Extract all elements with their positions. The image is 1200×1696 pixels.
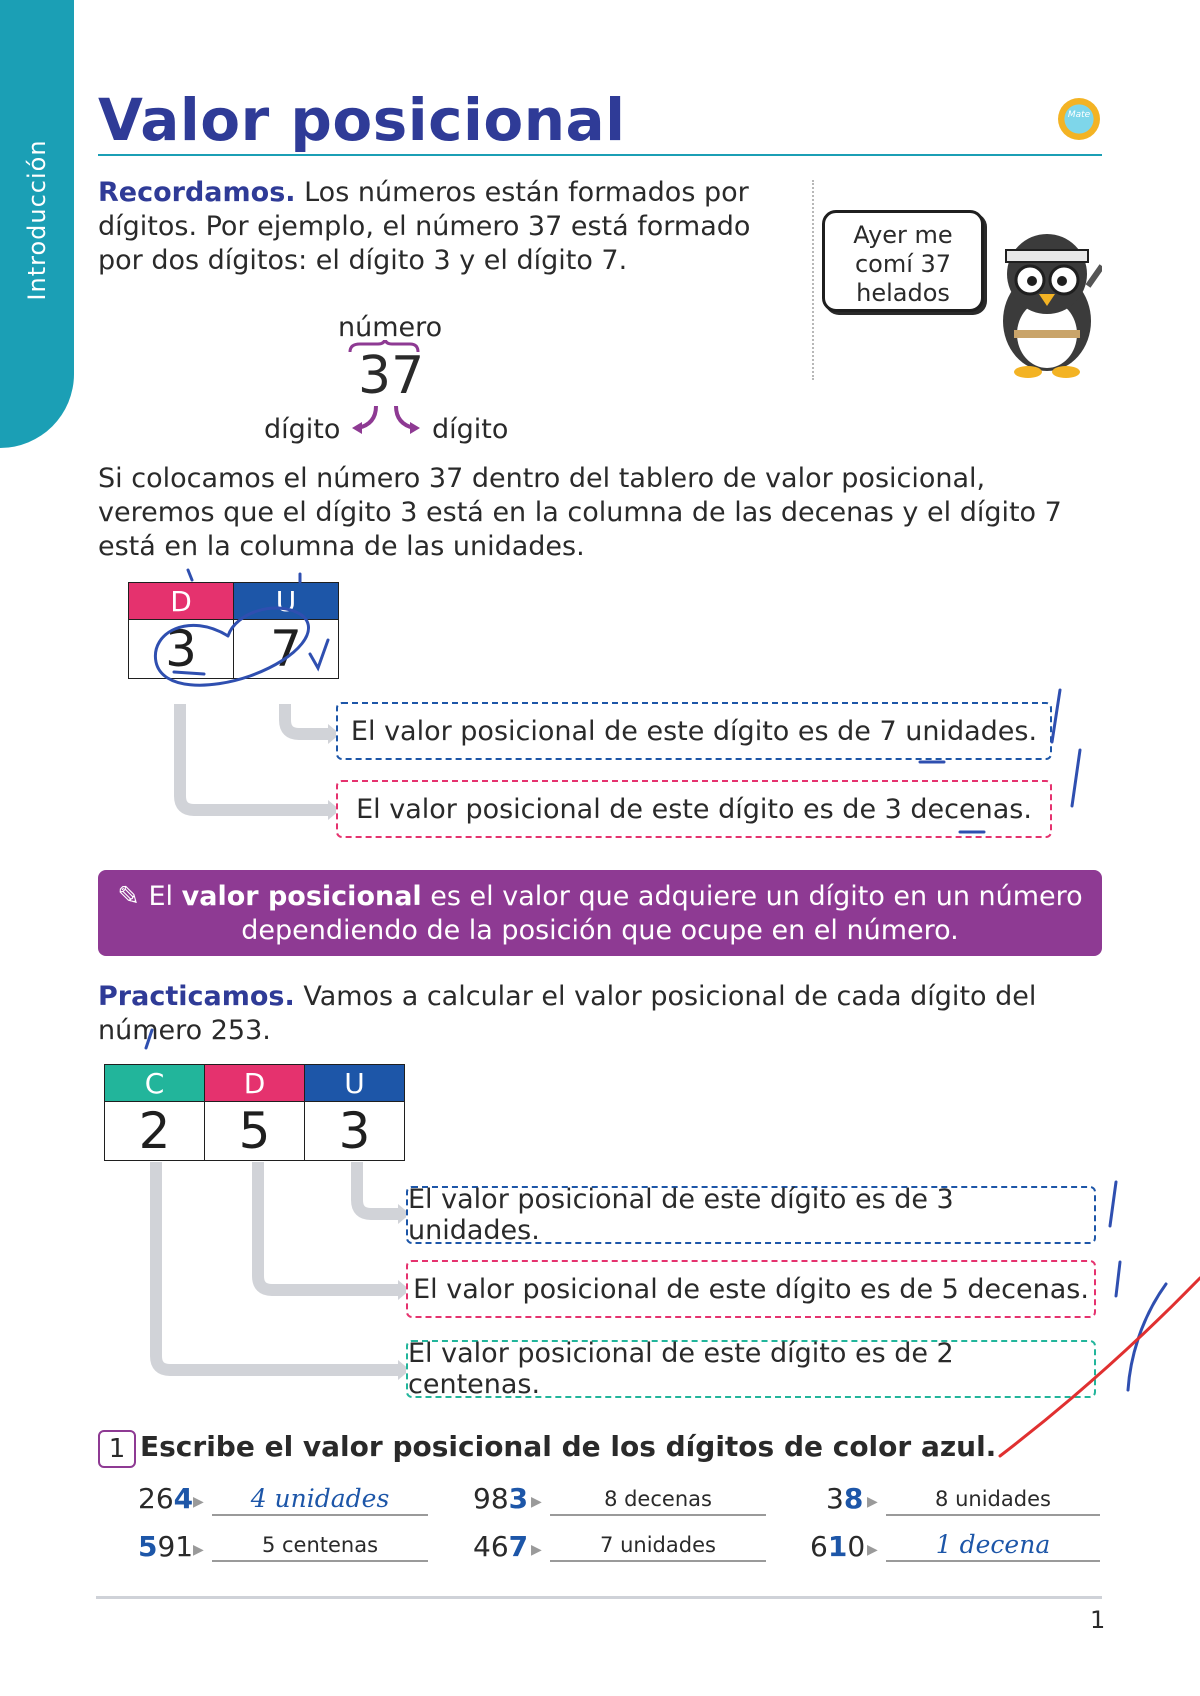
definition-keyword: valor posicional xyxy=(181,881,422,912)
table-1-value-u: 7 xyxy=(234,620,339,679)
diagram-number-word: número xyxy=(338,312,443,343)
practice-text: Vamos a calcular el valor posicional de cada dígito del número 253. xyxy=(98,981,1037,1046)
statement-hundreds-2: El valor posicional de este dígito es de 2 centenas. xyxy=(406,1340,1096,1398)
table-2-value-c: 2 xyxy=(105,1102,205,1161)
lightbulb-icon: ✎ xyxy=(117,881,140,912)
exercise-answer-field[interactable]: 5 centenas xyxy=(212,1530,428,1562)
exercise-number-badge: 1 xyxy=(98,1430,136,1468)
table-2-header-c: C xyxy=(105,1065,205,1102)
exercise-title: Escribe el valor posicional de los dígitos de color azul. xyxy=(140,1430,997,1463)
triangle-right-icon: ▶ xyxy=(867,1494,878,1510)
intro-text: Los números están formados por dígitos. Por ejemplo, el número 37 está formado por dos dígitos: el dígito 3 y el dígito 7. xyxy=(98,177,751,276)
definition-prefix: El xyxy=(139,881,182,912)
exercise-item-number: 610 xyxy=(810,1530,866,1563)
definition-banner xyxy=(98,870,1102,956)
statement-tens-5: El valor posicional de este dígito es de 5 decenas. xyxy=(406,1260,1096,1318)
table-2-header-d: D xyxy=(205,1065,305,1102)
table-2-value-d: 5 xyxy=(205,1102,305,1161)
statement-units-7: El valor posicional de este dígito es de 7 unidades. xyxy=(336,702,1052,760)
intro-keyword: Recordamos. xyxy=(98,177,296,208)
practice-paragraph xyxy=(98,980,1108,1048)
explain-paragraph: Si colocamos el número 37 dentro del tablero de valor posicional, veremos que el dígito 3 está en la columna de las decenas y el dígito 7 está en la columna de las unidades. xyxy=(98,463,1062,562)
brand-logo-text: Mate xyxy=(1067,110,1091,120)
exercise-answer-field[interactable]: 1 decena xyxy=(886,1530,1100,1562)
page-title: Valor posicional xyxy=(98,86,626,154)
exercise-item-number: 983 xyxy=(473,1482,529,1515)
diagram-digit-right: dígito xyxy=(432,414,509,445)
footer-rule xyxy=(96,1596,1102,1599)
table-1-header-d: D xyxy=(129,583,234,620)
place-value-table-1 xyxy=(128,582,339,679)
table-2-header-u: U xyxy=(305,1065,405,1102)
table-1-header-u: U xyxy=(234,583,339,620)
exercise-answer-field[interactable]: 7 unidades xyxy=(550,1530,766,1562)
exercise-item-number: 591 xyxy=(138,1530,194,1563)
exercise-item-number: 264 xyxy=(138,1482,194,1515)
table-2-value-u: 3 xyxy=(305,1102,405,1161)
practice-keyword: Practicamos. xyxy=(98,981,295,1012)
exercise-item-number: 467 xyxy=(473,1530,529,1563)
definition-text xyxy=(98,880,1102,948)
triangle-right-icon: ▶ xyxy=(531,1542,542,1558)
exercise-answer-field[interactable]: 8 unidades xyxy=(886,1484,1100,1516)
diagram-digit-left: dígito xyxy=(264,414,341,445)
triangle-right-icon: ▶ xyxy=(193,1494,204,1510)
page-number: 1 xyxy=(1090,1606,1106,1634)
exercise-answer-field[interactable]: 4 unidades xyxy=(212,1484,428,1516)
exercise-answer-field[interactable]: 8 decenas xyxy=(550,1484,766,1516)
definition-body: es el valor que adquiere un dígito en un número dependiendo de la posición que ocupe en el número. xyxy=(241,881,1083,946)
exercise-item-number: 38 xyxy=(826,1482,864,1515)
triangle-right-icon: ▶ xyxy=(193,1542,204,1558)
statement-tens-3: El valor posicional de este dígito es de 3 decenas. xyxy=(336,780,1052,838)
side-tab-label: Introducción xyxy=(23,139,51,301)
place-value-table-2 xyxy=(104,1064,405,1161)
table-1-value-d: 3 xyxy=(129,620,234,679)
statement-units-3: El valor posicional de este dígito es de 3 unidades. xyxy=(406,1186,1096,1244)
triangle-right-icon: ▶ xyxy=(531,1494,542,1510)
speech-bubble-text: Ayer me comí 37 helados xyxy=(853,221,953,307)
diagram-number: 37 xyxy=(358,346,425,406)
triangle-right-icon: ▶ xyxy=(867,1542,878,1558)
